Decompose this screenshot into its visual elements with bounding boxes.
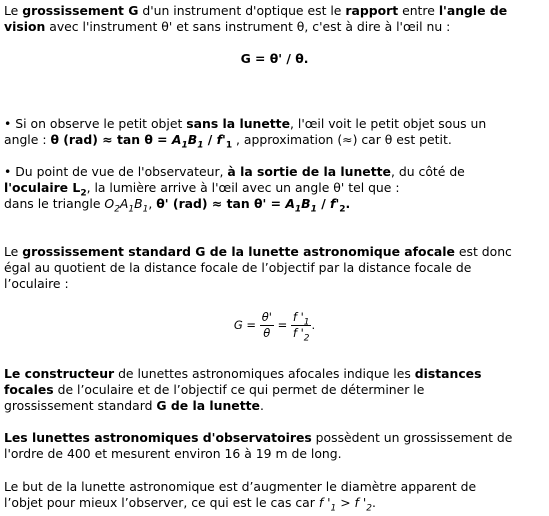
bold-term: grossissement G	[22, 3, 139, 18]
text: , la lumière arrive à l'œil avec un angle θ' tel que :	[86, 180, 400, 195]
text: .	[311, 318, 316, 332]
paragraph-manufacturer	[4, 366, 481, 414]
numerator: θ'	[261, 310, 272, 324]
text: l'ordre de 400 et mesurent environ 16 à 19 m de long.	[4, 446, 342, 461]
math-letter: f '	[318, 495, 331, 510]
bold-term: grossissement standard G de la lunette astronomique afocale	[22, 244, 455, 259]
text: Le	[4, 244, 23, 259]
math-sub: 1	[294, 204, 302, 215]
text: l’objet pour mieux l’observer, ce qui est le cas car	[4, 495, 319, 510]
math-sub: 1	[303, 317, 310, 328]
numerator	[291, 310, 312, 326]
text: égal au quotient de la distance focale de l’objectif par la distance focale de	[4, 260, 472, 275]
text: Le but de la lunette astronomique est d’augmenter le diamètre apparent de	[4, 479, 477, 494]
math-letter: B	[187, 132, 198, 147]
math-sub: 1	[330, 503, 337, 514]
bold-term: Les lunettes astronomiques d'observatoires	[4, 430, 312, 445]
text: de lunettes astronomiques afocales indique les	[114, 366, 415, 381]
fraction-focal	[291, 310, 312, 344]
text: .	[345, 196, 351, 211]
intro-paragraph	[4, 3, 507, 35]
math-sub: 1	[197, 140, 204, 151]
math-sub: 2	[366, 503, 372, 514]
math-sub: 2	[80, 188, 87, 199]
text: avec l'instrument θ' et sans instrument θ, c'est à dire à l'œil nu :	[45, 19, 451, 34]
denominator: θ	[263, 326, 271, 340]
math-sub: 1	[225, 140, 233, 151]
math-lhs: G =	[233, 318, 260, 332]
math-sub: 2	[114, 204, 120, 215]
math-op: =	[273, 318, 291, 332]
text: angle :	[4, 132, 51, 147]
math-letter: A	[285, 196, 295, 211]
math-sub: 1	[181, 140, 188, 151]
math-letter: A	[119, 196, 129, 211]
text: d'un instrument d'optique est le	[138, 3, 346, 18]
math-letter: f'	[216, 132, 226, 147]
text: , l'œil voit le petit objet sous un	[290, 116, 487, 131]
math-letter: O	[104, 196, 115, 211]
bold-term: G de la lunette	[156, 398, 260, 413]
bold-term: sans la lunette	[186, 116, 290, 131]
bold-term: vision	[4, 19, 46, 34]
fraction-theta	[260, 310, 274, 341]
text: dans le triangle	[4, 196, 105, 211]
text: , approximation (≈) car θ est petit.	[232, 132, 452, 147]
paragraph-purpose	[4, 479, 477, 514]
math-sub: 1	[128, 204, 135, 215]
text: • Du point de vue de l'observateur,	[4, 164, 228, 179]
text: l’oculaire :	[4, 276, 69, 291]
math-letter: A	[171, 132, 182, 147]
bold-term: distances	[414, 366, 482, 381]
bold-term: rapport	[345, 3, 399, 18]
formula-inline: θ' (rad) ≈ tan θ' =	[156, 196, 286, 211]
math-sub: 1	[142, 204, 149, 215]
text: • Si on observe le petit objet	[4, 116, 187, 131]
bold-term: Le constructeur	[4, 366, 115, 381]
math-sub: 2	[303, 333, 310, 344]
text: , du côté de	[390, 164, 465, 179]
math-letter: f '	[292, 326, 304, 340]
text: .	[371, 495, 376, 510]
formula-magnification: G = θ' / θ.	[240, 51, 309, 66]
math-letter: B	[134, 196, 143, 211]
bold-term: l'angle de	[438, 3, 508, 18]
math-sub: 2	[339, 204, 346, 215]
denominator	[291, 326, 312, 344]
math-letter: f '	[354, 495, 367, 510]
math-letter: f '	[292, 310, 304, 324]
math-letter: f'	[330, 196, 340, 211]
bold-term: focales	[4, 382, 54, 397]
formula-inline: θ (rad) ≈ tan θ =	[50, 132, 172, 147]
text: ,	[148, 196, 157, 211]
math-letter: B	[301, 196, 311, 211]
math-sub: 1	[310, 204, 317, 215]
text: .	[259, 398, 264, 413]
bold-term: l'oculaire L	[4, 180, 81, 195]
paragraph-telescope-exit	[4, 164, 465, 215]
text: entre	[398, 3, 439, 18]
text: de l’oculaire et de l’objectif ce qui permet de déterminer le	[53, 382, 425, 397]
paragraph-observatory	[4, 430, 512, 462]
math-op: /	[316, 196, 331, 211]
text: grossissement standard	[4, 398, 157, 413]
text: Le	[4, 3, 23, 18]
paragraph-without-telescope	[4, 116, 487, 151]
bold-term: à la sortie de la lunette	[227, 164, 391, 179]
paragraph-standard-magnification	[4, 244, 512, 292]
formula-ratio	[4, 310, 545, 344]
text: possèdent un grossissement de	[311, 430, 513, 445]
math-op: /	[203, 132, 217, 147]
text: est donc	[454, 244, 512, 259]
math-op: >	[336, 495, 355, 510]
